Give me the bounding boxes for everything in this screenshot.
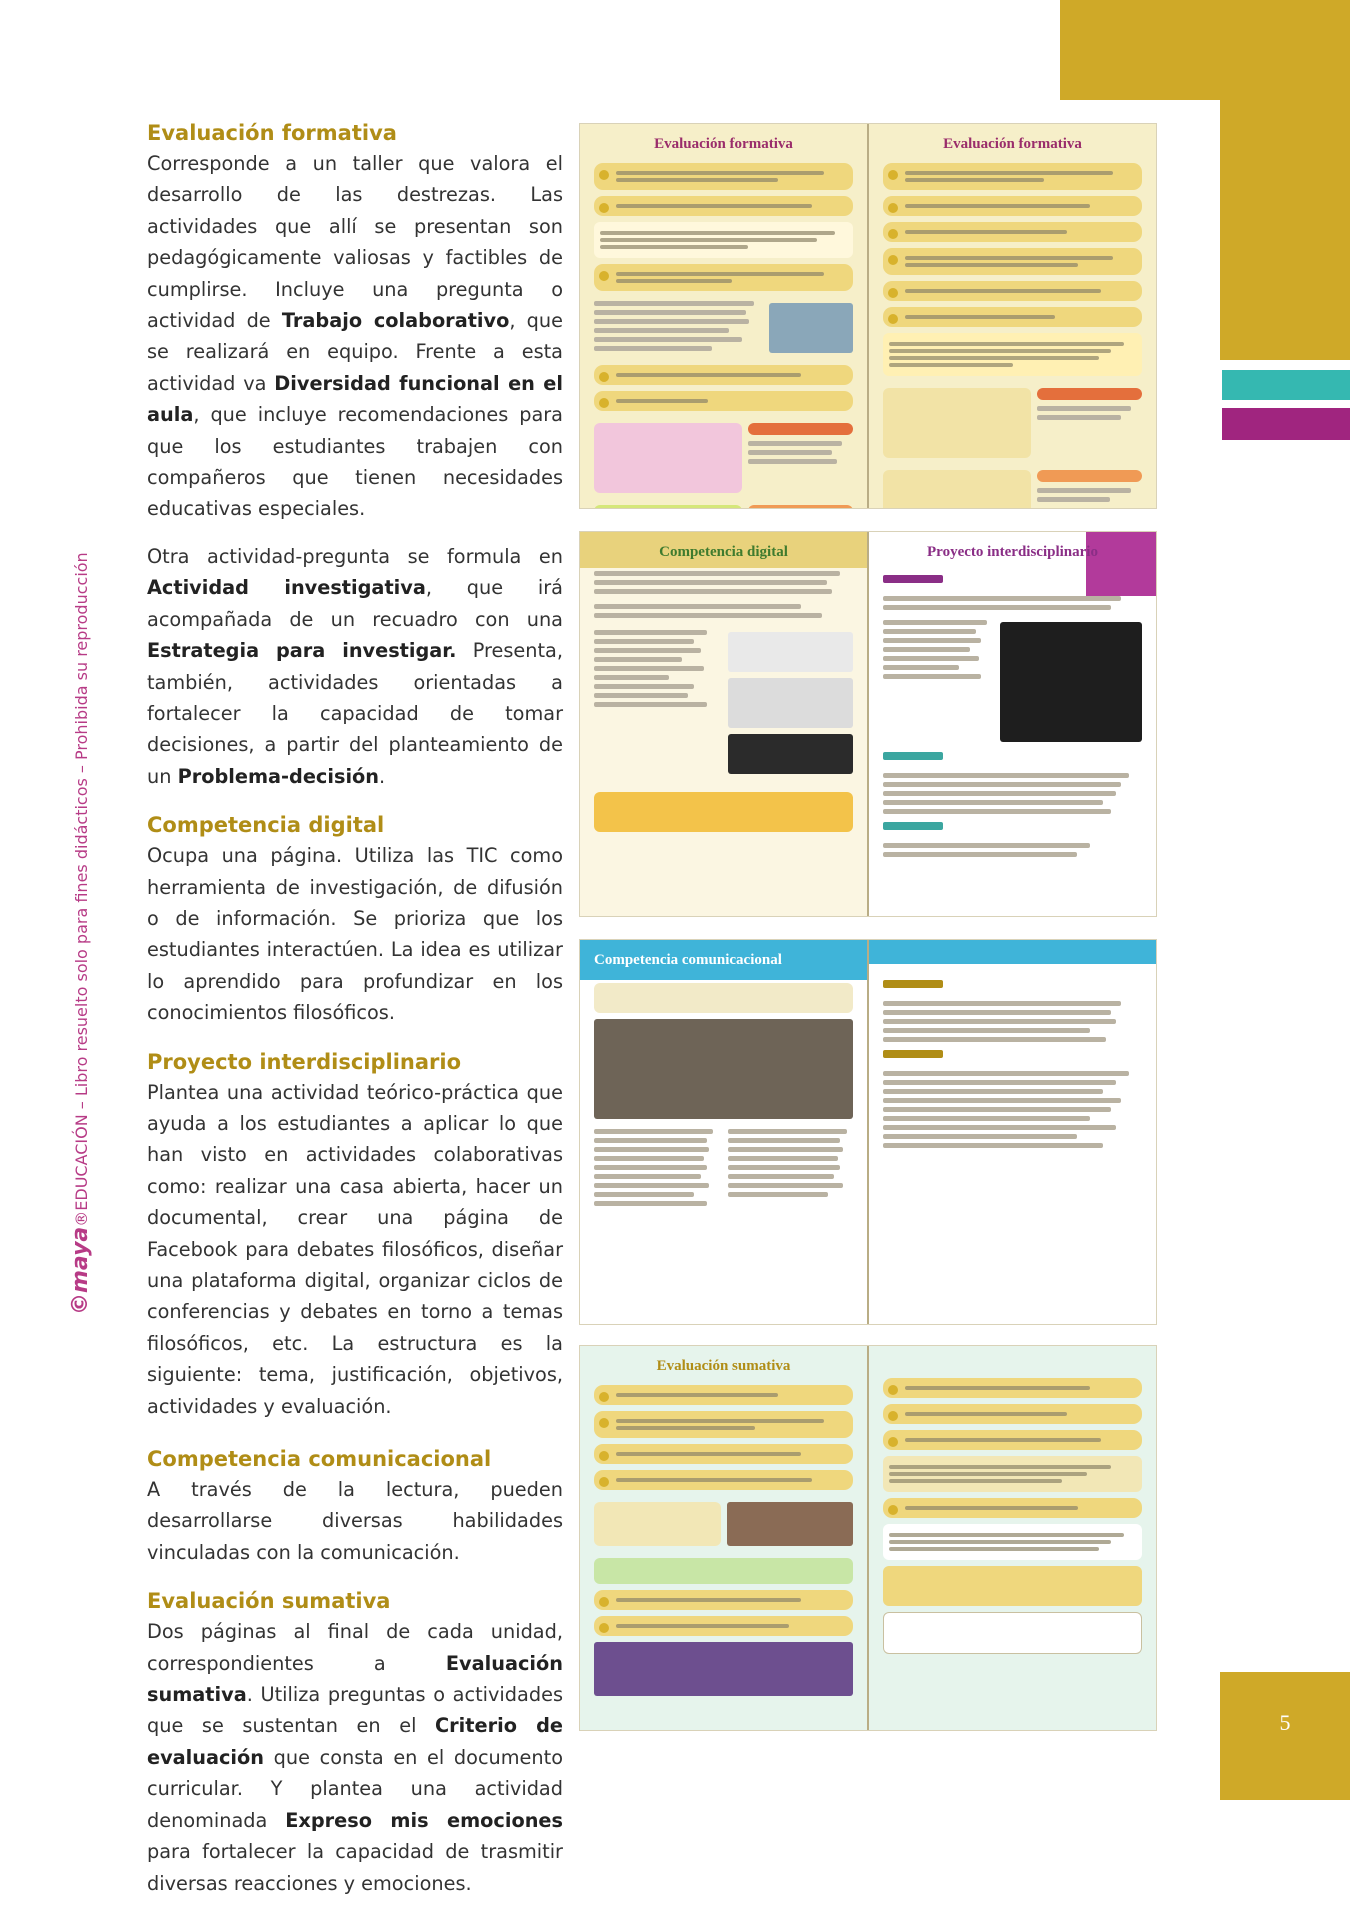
- thumbnail-right-page: [867, 124, 1156, 508]
- text-column: [147, 118, 563, 1917]
- bold-term: Actividad investigativa: [147, 576, 426, 600]
- page-number-block: [1220, 1672, 1350, 1800]
- section-heading: Evaluación formativa: [147, 121, 397, 145]
- text-run: para fortalecer la capacidad de trasmitir diversas reacciones y emociones.: [147, 1840, 563, 1895]
- bold-term: Criterio de evaluación: [147, 1714, 563, 1769]
- teal-stripe: [1222, 370, 1350, 400]
- thumbnail-competencia-digital: [580, 532, 1156, 916]
- bold-term: Trabajo colaborativo: [281, 309, 510, 333]
- section-paragraph: [147, 1616, 563, 1899]
- side-gold-bar: [1220, 100, 1350, 360]
- thumbnail-title: Evaluación formativa: [654, 136, 793, 152]
- text-run: que consta en el documento curricular. Y plantea una actividad denominada: [147, 1745, 563, 1832]
- section-paragraph: [147, 1474, 563, 1568]
- thumbnail-evaluacion-sumativa: [580, 1346, 1156, 1730]
- thumbnail-right-page: [867, 940, 1156, 1324]
- section-paragraph: [147, 840, 563, 1028]
- text-run: , que irá acompañada de un recuadro con una: [147, 576, 564, 631]
- bold-term: Evaluación sumativa: [147, 1651, 563, 1707]
- thumbnail-title: Evaluación formativa: [943, 136, 1082, 152]
- bold-term: Expreso mis emociones: [285, 1808, 563, 1832]
- corner-gold-block: [1060, 0, 1350, 100]
- thumbnail-evaluacion-formativa: [580, 124, 1156, 508]
- page-number: 5: [1279, 1710, 1291, 1735]
- thumbnail-title: Competencia digital: [659, 544, 788, 560]
- thumbnail-title: Proyecto interdisciplinario: [927, 544, 1098, 560]
- thumbnail-left-page: [580, 940, 867, 1324]
- copyright-side-text: [68, 552, 93, 1315]
- section: [147, 1047, 563, 1422]
- thumbnail-right-page: [867, 532, 1156, 916]
- section-paragraph: [147, 1077, 563, 1422]
- section-heading: Proyecto interdisciplinario: [147, 1049, 462, 1074]
- text-run: . Utiliza preguntas o actividades que se sustentan en el: [147, 1683, 563, 1738]
- text-run: Ocupa una página. Utiliza las TIC como herramienta de investigación, de difusión o de información. Se prioriza que los estudiantes interactúen. La idea es utilizar lo aprendido para profundizar en los conocimientos filosóficos.: [147, 844, 563, 1025]
- section: [147, 810, 563, 1028]
- purple-stripe: [1222, 408, 1350, 440]
- bold-term: Diversidad funcional en el aula: [147, 371, 563, 427]
- thumbnail-left-page: [580, 532, 867, 916]
- thumbnail-title: Evaluación sumativa: [656, 1358, 791, 1374]
- section-heading: Competencia comunicacional: [147, 1447, 492, 1472]
- section: [147, 1444, 563, 1568]
- section-heading: Evaluación sumativa: [147, 1589, 391, 1614]
- section-heading: Competencia digital: [147, 813, 385, 838]
- thumbnail-right-page: [867, 1346, 1156, 1730]
- text-run: , que incluye recomendaciones para que los estudiantes trabajen con compañeros que tienen necesidades educativas especiales.: [147, 403, 563, 521]
- bold-term: Problema-decisión: [177, 764, 380, 788]
- brand-logo-text: ©maya: [68, 1226, 93, 1315]
- text-run: .: [379, 764, 386, 788]
- text-run: A través de la lectura, pueden desarrollarse diversas habilidades vinculadas con la comunicación.: [147, 1478, 563, 1564]
- text-run: Presenta, también, actividades orientadas a fortalecer la capacidad de tomar decisiones, a partir del planteamiento de un: [147, 639, 563, 788]
- bold-term: Estrategia para investigar.: [147, 639, 457, 663]
- thumbnail-left-page: [580, 1346, 867, 1730]
- section-paragraph: [147, 541, 563, 792]
- text-run: Corresponde a un taller que valora el desarrollo de las destrezas. Las actividades que allí se presentan son pedagógicamente valiosas y factibles de cumplirse. Incluye una pregunta o actividad de: [147, 152, 563, 333]
- text-run: Dos páginas al final de cada unidad, correspondientes a: [147, 1620, 563, 1675]
- text-run: Otra actividad-pregunta se formula en: [147, 544, 563, 568]
- thumbnail-title: Competencia comunicacional: [594, 952, 782, 968]
- thumbnail-competencia-comunicacional: [580, 940, 1156, 1324]
- text-run: , que se realizará en equipo. Frente a esta actividad va: [147, 309, 563, 395]
- text-run: Plantea una actividad teórico-práctica que ayuda a los estudiantes a aplicar lo que han visto en actividades colaborativas como: realizar una casa abierta, hacer un documental, crear una página de Facebook para debates filosóficos, diseñar una plataforma digital, organizar ciclos de conferencias y debates en torno a temas filosóficos, etc. La estructura es la siguiente: tema, justificación, objetivos, actividades y evaluación.: [147, 1080, 563, 1418]
- section: [147, 1586, 563, 1899]
- thumbnail-left-page: [580, 124, 867, 508]
- section: [147, 118, 563, 792]
- section-paragraph: [147, 148, 563, 525]
- copyright-notice: ®EDUCACIÓN – Libro resuelto solo para fines didácticos – Prohibida su reproducción: [72, 552, 91, 1227]
